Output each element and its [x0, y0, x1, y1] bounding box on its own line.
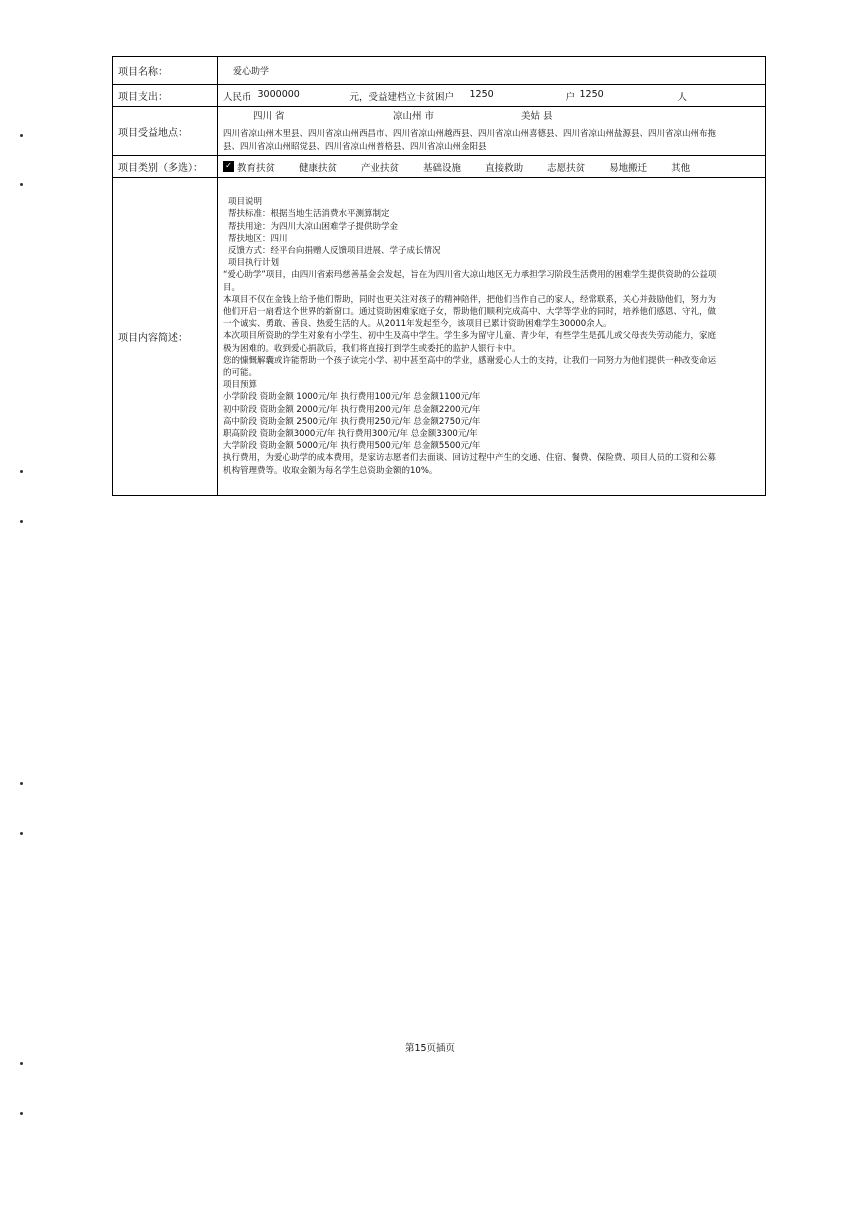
- description-line: 大学阶段 资助金额 5000元/年 执行费用500元/年 总金额5500元/年: [223, 441, 481, 452]
- description-line: 本次项目所资助的学生对象有小学生、初中生及高中学生。学生多为留守儿童、青少年，有些学生是孤儿或父母丧失劳动能力，家庭: [223, 331, 717, 342]
- location-county: 美姑 县: [521, 111, 553, 122]
- scan-mark: [20, 782, 23, 785]
- project-cost-value: [218, 85, 766, 107]
- project-type-option-label: 基础设施: [423, 162, 462, 174]
- project-type-option-label: 教育扶贫: [237, 162, 276, 174]
- project-type-option-label: 健康扶贫: [299, 162, 338, 174]
- project-type-option: [671, 160, 690, 174]
- project-type-option: [361, 160, 399, 174]
- row-project-location: [113, 107, 766, 156]
- description-line: 帮扶标准：根据当地生活消费水平测算制定: [228, 209, 390, 220]
- cost-amount: 3000000: [257, 88, 300, 100]
- project-name-label: 项目名称：: [113, 57, 218, 85]
- scan-mark: [20, 183, 23, 186]
- project-type-option-label: 易地搬迁: [609, 162, 648, 174]
- row-project-type: [113, 156, 766, 178]
- description-line: 项目说明: [228, 197, 263, 208]
- project-location-label: 项目受益地点：: [113, 107, 218, 156]
- project-description-label: 项目内容简述：: [113, 178, 218, 496]
- description-line: 目。: [223, 282, 241, 293]
- project-location-value: [218, 107, 766, 156]
- description-line: 本项目不仅在金钱上给予他们帮助，同时也更关注对孩子的精神陪伴，把他们当作自己的家人，经常联系，关心并鼓励他们，努力为: [223, 294, 717, 305]
- scan-mark: [20, 134, 23, 137]
- project-type-options: [223, 160, 760, 174]
- row-project-description: [113, 178, 766, 496]
- description-line: 项目执行计划: [228, 258, 280, 269]
- description-line: 您的慷慨解囊或许能帮助一个孩子读完小学、初中甚至高中的学业，感谢爱心人士的支持，让我们一同努力为他们提供一种改变命运: [223, 355, 717, 366]
- description-line: 帮扶地区：四川: [228, 233, 288, 244]
- location-county-list: 四川省凉山州木里县、四川省凉山州西昌市、四川省凉山州越西县、四川省凉山州喜德县、四川省凉山州盐源县、四川省凉山州布拖 县、四川省凉山州昭觉县、四川省凉山州普格县、四川省凉山州金阳县: [223, 129, 717, 152]
- description-line: 的可能。: [223, 368, 258, 378]
- cost-households: 1250: [469, 88, 494, 100]
- cost-people: 1250: [579, 88, 604, 100]
- scan-mark: [20, 1112, 23, 1115]
- project-type-option: [547, 160, 585, 174]
- description-line: 极为困难的。收到爱心捐款后，我们将直接打到学生或委托的监护人银行卡中。: [223, 343, 521, 354]
- project-type-option-label: 其他: [671, 162, 691, 174]
- row-project-cost: [113, 85, 766, 107]
- project-type-option: [223, 160, 275, 174]
- description-line: “爱心助学”项目，由四川省索玛慈善基金会发起，旨在为四川省大凉山地区无力承担学习阶段生活费用的困难学生提供资助的公益项: [223, 270, 717, 281]
- project-type-option: [423, 160, 461, 174]
- description-line: 项目预算: [223, 380, 258, 391]
- description-line: 一个诚实、勇敢、善良、热爱生活的人。从2011年发起至今，该项目已累计资助困难学生30000余人。: [223, 319, 612, 330]
- cost-unit-hu: 户: [565, 91, 576, 103]
- cost-unit-ren: 人: [677, 91, 688, 103]
- project-cost-label: 项目支出：: [113, 85, 218, 107]
- scan-mark: [20, 520, 23, 523]
- description-line: 机构管理费等。收取金额为每名学生总资助金额的10%。: [223, 465, 438, 476]
- cost-beneficiary-text: 元，受益建档立卡贫困户: [349, 91, 455, 103]
- project-form-table: [112, 56, 766, 496]
- scan-mark: [20, 832, 23, 835]
- description-line: 执行费用，为爱心助学的成本费用，是家访志愿者们去面谈、回访过程中产生的交通、住宿、餐费、保险费、项目人员的工资和公募: [223, 453, 717, 464]
- project-type-option: [299, 160, 337, 174]
- row-project-name: [113, 57, 766, 85]
- description-line: 职高阶段 资助金额3000元/年 执行费用300元/年 总金额3300元/年: [223, 429, 478, 440]
- description-body: [223, 193, 760, 480]
- project-type-option-label: 志愿扶贫: [547, 162, 586, 174]
- project-type-option-label: 产业扶贫: [361, 162, 400, 174]
- project-type-label: 项目类别（多选）：: [113, 156, 218, 178]
- description-line: 初中阶段 资助金额 2000元/年 执行费用200元/年 总金额2200元/年: [223, 404, 481, 415]
- cost-currency: 人民币: [223, 91, 252, 103]
- project-name-value: 爱心助学: [218, 57, 766, 85]
- location-city: 凉山州 市: [393, 111, 435, 122]
- description-line: 他们开启一扇看这个世界的新窗口。通过资助困难家庭子女，帮助他们顺利完成高中、大学等学业的同时，培养他们感恩、守礼，做: [223, 306, 717, 317]
- scan-mark: [20, 470, 23, 473]
- project-type-option: [609, 160, 647, 174]
- checkbox-checked-icon: ✓: [223, 161, 234, 172]
- project-description-value: [218, 178, 766, 496]
- location-province: 四川 省: [253, 111, 285, 122]
- project-type-value: [218, 156, 766, 178]
- description-line: 高中阶段 资助金额 2500元/年 执行费用250元/年 总金额2750元/年: [223, 416, 481, 427]
- page-footer: 第15页插页: [404, 1043, 456, 1054]
- scan-mark: [20, 1062, 23, 1065]
- description-line: 反馈方式：经平台向捐赠人反馈项目进展、学子成长情况: [228, 245, 441, 256]
- project-type-option: [485, 160, 523, 174]
- description-line: 帮扶用途：为四川大凉山困难学子提供助学金: [228, 221, 399, 232]
- project-type-option-label: 直接救助: [485, 162, 524, 174]
- description-line: 小学阶段 资助金额 1000元/年 执行费用100元/年 总金额1100元/年: [223, 392, 481, 403]
